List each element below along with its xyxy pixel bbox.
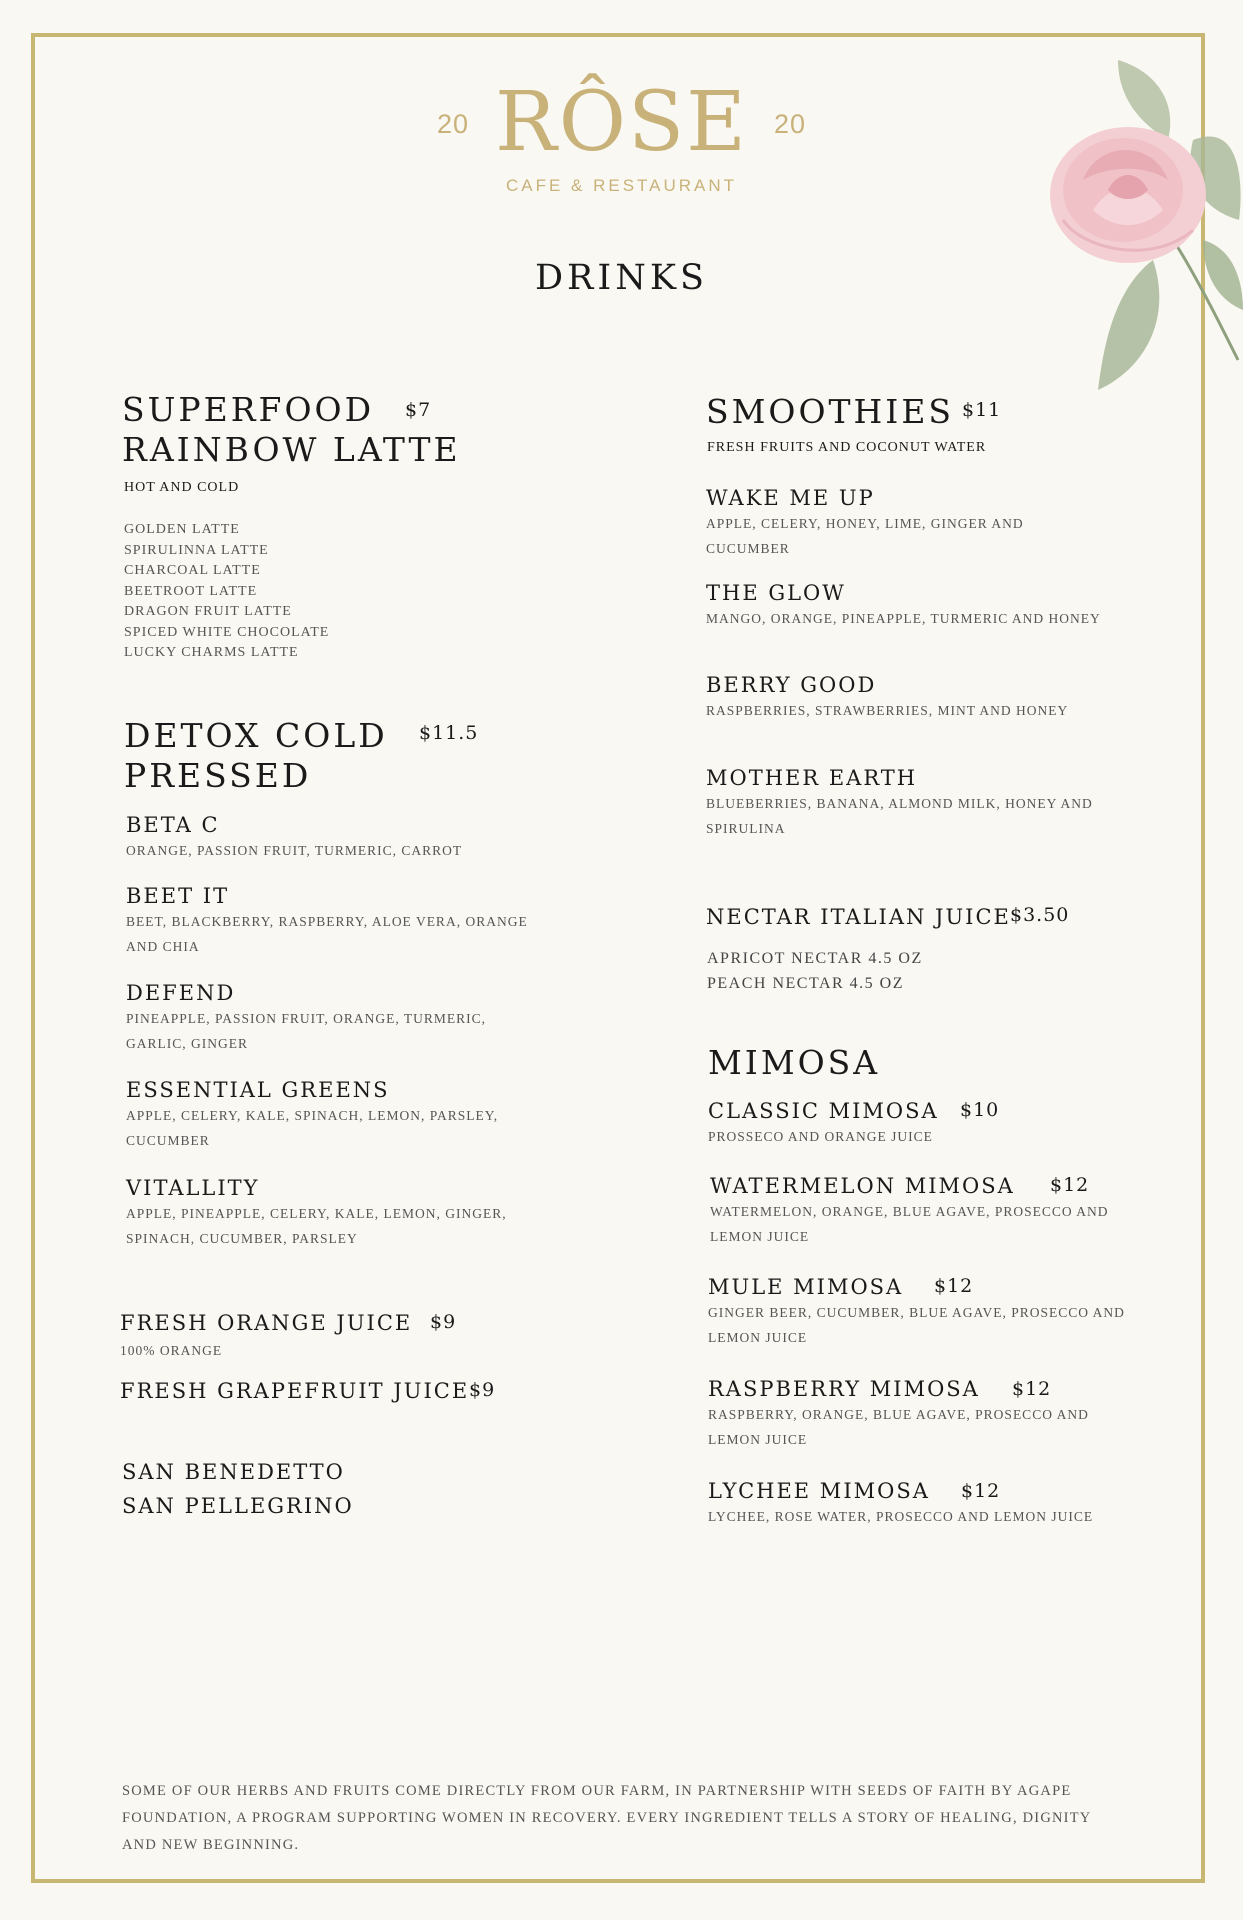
list-item: BEETROOT LATTE: [124, 583, 258, 599]
list-item: APRICOT NECTAR 4.5 OZ: [707, 950, 923, 967]
mimosa-item: [708, 1098, 1148, 1149]
smoothie-item-desc: BLUEBERRIES, BANANA, ALMOND MILK, HONEY AND SPIRULINA: [706, 796, 1093, 836]
mimosa-item-desc: WATERMELON, ORANGE, BLUE AGAVE, PROSECCO AND LEMON JUICE: [710, 1204, 1109, 1244]
detox-item-desc: BEET, BLACKBERRY, RASPBERRY, ALOE VERA, ORANGE AND CHIA: [126, 914, 528, 954]
list-item: SPIRULINNA LATTE: [124, 542, 269, 558]
detox-title: [124, 716, 388, 796]
mimosa-title: MIMOSA: [708, 1043, 881, 1082]
list-item: DRAGON FRUIT LATTE: [124, 604, 292, 619]
list-item: LUCKY CHARMS LATTE: [124, 645, 299, 660]
mimosa-item-desc: PROSSECO AND ORANGE JUICE: [708, 1129, 933, 1144]
detox-title-line2: PRESSED: [124, 756, 312, 795]
smoothie-item: [706, 580, 1106, 631]
logo-year-right: 20: [774, 109, 807, 139]
list-item: CHARCOAL LATTE: [124, 563, 261, 578]
grapefruit-juice-name: FRESH GRAPEFRUIT JUICE: [120, 1379, 470, 1403]
footer-note: SOME OF OUR HERBS AND FRUITS COME DIRECTLY FROM OUR FARM, IN PARTNERSHIP WITH SEEDS OF FAITH BY AGAPE FOUNDATION, A PROGRAM SUPPORTING WOMEN IN RECOVERY. EVERY INGREDIENT TELLS A STORY OF HEALING, DIGNITY AND NEW BEGINNING.: [122, 1783, 1091, 1853]
detox-item: [126, 980, 536, 1056]
page-title: DRINKS: [535, 258, 708, 298]
detox-item: [126, 1077, 556, 1153]
smoothie-item-desc: MANGO, ORANGE, PINEAPPLE, TURMERIC AND HONEY: [706, 611, 1101, 626]
mimosa-item-name: WATERMELON MIMOSA: [710, 1174, 1015, 1198]
smoothies-subtitle: FRESH FRUITS AND COCONUT WATER: [707, 440, 987, 455]
mimosa-item-desc: GINGER BEER, CUCUMBER, BLUE AGAVE, PROSECCO AND LEMON JUICE: [708, 1305, 1125, 1345]
smoothie-item-name: MOTHER EARTH: [706, 766, 918, 790]
detox-title-line1: DETOX COLD: [124, 716, 388, 755]
detox-item: [126, 812, 566, 863]
mimosa-item-price: $12: [1050, 1174, 1090, 1196]
mimosa-item: [708, 1274, 1128, 1350]
detox-item-desc: PINEAPPLE, PASSION FRUIT, ORANGE, TURMERIC, GARLIC, GINGER: [126, 1011, 487, 1051]
smoothie-item: [706, 672, 1106, 723]
smoothie-item-name: THE GLOW: [706, 581, 846, 605]
mimosa-item-desc: LYCHEE, ROSE WATER, PROSECCO AND LEMON JUICE: [708, 1509, 1094, 1524]
rose-illustration-icon: [1003, 30, 1243, 410]
orange-juice-desc: 100% ORANGE: [120, 1343, 223, 1358]
superfood-title-line1: SUPERFOOD: [122, 390, 375, 429]
superfood-subtitle: HOT AND COLD: [124, 480, 240, 495]
logo-year-left: 20: [436, 109, 469, 139]
detox-item: [126, 1175, 556, 1251]
mimosa-item: [708, 1478, 1108, 1529]
superfood-price: $7: [405, 399, 432, 421]
mimosa-item-price: $12: [961, 1480, 1001, 1502]
mimosa-item-price: $12: [1012, 1378, 1052, 1400]
nectar-price: $3.50: [1010, 904, 1070, 926]
smoothie-item-desc: RASPBERRIES, STRAWBERRIES, MINT AND HONEY: [706, 703, 1069, 718]
list-item: GOLDEN LATTE: [124, 522, 240, 537]
detox-item-desc: ORANGE, PASSION FRUIT, TURMERIC, CARROT: [126, 843, 463, 858]
list-item: PEACH NECTAR 4.5 OZ: [707, 975, 904, 992]
detox-item-name: BETA C: [126, 813, 220, 837]
mimosa-item-name: CLASSIC MIMOSA: [708, 1099, 939, 1123]
water-list: [122, 1455, 354, 1523]
superfood-list: [124, 520, 329, 664]
orange-juice-name: FRESH ORANGE JUICE: [120, 1311, 413, 1335]
smoothie-item-name: WAKE ME UP: [706, 486, 875, 510]
mimosa-item-name: RASPBERRY MIMOSA: [708, 1377, 980, 1401]
nectar-name: NECTAR ITALIAN JUICE: [706, 905, 1011, 929]
detox-item-name: ESSENTIAL GREENS: [126, 1078, 390, 1102]
superfood-title-line2: RAINBOW LATTE: [122, 430, 461, 469]
mimosa-item-name: LYCHEE MIMOSA: [708, 1479, 930, 1503]
detox-price: $11.5: [419, 722, 479, 744]
list-item: SPICED WHITE CHOCOLATE: [124, 624, 330, 640]
smoothies-title: SMOOTHIES: [706, 392, 955, 431]
smoothies-price: $11: [962, 399, 1002, 421]
logo-subtitle: CAFE & RESTAURANT: [505, 176, 738, 195]
detox-item-desc: APPLE, PINEAPPLE, CELERY, KALE, LEMON, GINGER, SPINACH, CUCUMBER, PARSLEY: [126, 1206, 507, 1246]
list-item: SAN PELLEGRINO: [122, 1494, 354, 1518]
smoothie-item: [706, 765, 1106, 841]
detox-item-name: DEFEND: [126, 981, 236, 1005]
nectar-list: [707, 946, 923, 996]
detox-item-name: VITALLITY: [126, 1176, 260, 1200]
list-item: SAN BENEDETTO: [122, 1460, 345, 1484]
smoothie-item-name: BERRY GOOD: [706, 673, 877, 697]
smoothie-item: [706, 485, 1106, 561]
detox-item: [126, 883, 536, 959]
mimosa-item-price: $12: [934, 1275, 974, 1297]
logo-name: RÔSE: [495, 75, 748, 170]
smoothie-item-desc: APPLE, CELERY, HONEY, LIME, GINGER AND CUCUMBER: [706, 516, 1024, 556]
orange-juice-price: $9: [430, 1311, 457, 1333]
grapefruit-juice-price: $9: [469, 1379, 496, 1401]
detox-item-desc: APPLE, CELERY, KALE, SPINACH, LEMON, PARSLEY, CUCUMBER: [126, 1108, 499, 1148]
detox-item-name: BEET IT: [126, 884, 230, 908]
mimosa-item-name: MULE MIMOSA: [708, 1275, 904, 1299]
mimosa-item-price: $10: [960, 1099, 1000, 1121]
mimosa-item-desc: RASPBERRY, ORANGE, BLUE AGAVE, PROSECCO AND LEMON JUICE: [708, 1407, 1089, 1447]
